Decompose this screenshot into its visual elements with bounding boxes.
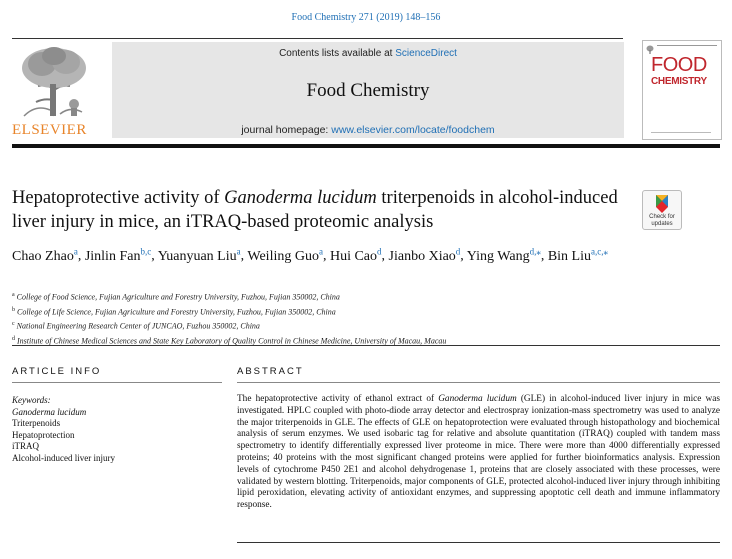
contents-available-line	[112, 48, 624, 59]
affiliation-list	[12, 289, 632, 348]
author-name[interactable]: Bin Liu$^{a,c,⁎}$	[547, 246, 608, 264]
affiliation-item: $^c$ National Engineering Research Center of JUNCAO, Fuzhou 350002, China	[12, 321, 260, 331]
journal-name: Food Chemistry	[306, 80, 430, 101]
check-for-updates-button[interactable]	[642, 190, 682, 230]
keyword-item: iTRAQ	[12, 441, 39, 451]
journal-masthead	[112, 42, 624, 138]
keyword-item: Ganoderma lucidum	[12, 406, 87, 417]
author-name[interactable]: Jinlin Fan$^{b,c}$	[84, 246, 152, 264]
cover-title-food: FOOD	[651, 54, 707, 76]
journal-homepage-link[interactable]: www.elsevier.com/locate/foodchem	[331, 124, 495, 136]
elsevier-tree-icon	[16, 44, 92, 118]
author-list: Chao Zhao$^a$, Jinlin Fan$^{b,c}$, Yuanyuan Liu$^a$, Weiling Guo$^a$, Hui Cao$^d$, Jianbo Xiao$^d$, Ying Wang$^{d,⁎}$, Bin Liu$^{a,c,⁎}$	[12, 246, 608, 264]
journal-homepage-line	[112, 124, 624, 136]
header-top-rule	[12, 38, 623, 39]
keywords-label: Keywords:	[12, 395, 51, 405]
author-name[interactable]: Chao Zhao$^a$	[12, 246, 78, 264]
title-text-end: triterpenoids in alcohol-induced liver injury in mice, an iTRAQ-based proteomic analysis	[12, 188, 618, 232]
cover-bottom-rule	[651, 132, 711, 133]
abstract-rule	[237, 382, 720, 383]
affiliation-marker[interactable]: b,c	[140, 246, 152, 256]
keyword-item: Triterpenoids	[12, 418, 61, 428]
affiliation-item: $^a$ College of Food Science, Fujian Agriculture and Forestry University, Fuzhou, Fujian 350002, China	[12, 292, 340, 302]
sciencedirect-link[interactable]: ScienceDirect	[395, 48, 457, 59]
title-species-name: Ganoderma lucidum	[224, 188, 377, 208]
cover-elsevier-icon	[646, 45, 654, 54]
author-name[interactable]: Yuanyuan Liu$^a$	[157, 246, 241, 264]
journal-citation[interactable]: Food Chemistry 271 (2019) 148–156	[291, 12, 441, 23]
keyword-item: Alcohol-induced liver injury	[12, 452, 115, 463]
author-name[interactable]: Weiling Guo$^a$	[247, 246, 323, 264]
homepage-prefix: journal homepage:	[241, 124, 332, 136]
affiliation-marker[interactable]: a	[318, 246, 323, 256]
keywords-panel	[12, 395, 222, 464]
abstract-heading: ABSTRACT	[237, 366, 304, 377]
abstract-species-name: Ganoderma lucidum	[438, 394, 517, 404]
affiliation-marker[interactable]: a	[73, 246, 78, 256]
author-name[interactable]: Hui Cao$^d$	[329, 246, 382, 264]
affiliation-marker[interactable]: a,c,⁎	[590, 246, 608, 256]
keyword-item: Hepatoprotection	[12, 429, 75, 440]
journal-cover-thumbnail[interactable]	[642, 40, 722, 140]
header-thick-rule	[12, 144, 720, 148]
article-info-rule	[12, 382, 222, 383]
cover-top-rule	[657, 45, 717, 46]
affiliation-marker[interactable]: d,⁎	[529, 246, 541, 256]
cover-title-chemistry: CHEMISTRY	[651, 76, 707, 87]
affiliation-marker[interactable]: d	[455, 246, 461, 256]
article-title	[12, 186, 622, 234]
affiliation-item: $^d$ Institute of Chinese Medical Sciences and State Key Laboratory of Quality Control in Chinese Medicine, University of Macau, Macau	[12, 335, 447, 346]
affiliation-marker[interactable]: d	[377, 246, 382, 256]
elsevier-wordmark: ELSEVIER	[12, 122, 87, 138]
author-name[interactable]: Jianbo Xiao$^d$	[388, 246, 461, 264]
abstract-bottom-rule	[237, 542, 720, 543]
title-text-start: Hepatoprotective activity of	[12, 188, 225, 208]
article-info-heading: ARTICLE INFO	[12, 366, 102, 377]
check-for-updates-label: Check for updates	[649, 214, 675, 227]
elsevier-logo[interactable]	[12, 42, 108, 140]
affiliation-marker[interactable]: a	[236, 246, 241, 256]
contents-prefix: Contents lists available at	[279, 48, 396, 59]
section-divider	[12, 345, 720, 346]
abstract-text: The hepatoprotective activity of ethanol extract of Ganoderma lucidum (GLE) in alcohol-induced liver injury in mice was investigated. HPLC coupled with photo-diode array detector and electrospray ionization-mass spectrometry was used to analyze the major triterpenoids in GLE. The effects of GLE on hepatoprotection were evaluated through histopathology and biochemical analysis of serum enzymes. We used isobaric tag for relative and absolute quantitation (iTRAQ) coupled with tandem mass spectrometry to identify differentially expressed liver proteome in mice. There were more than 4000 differentially expressed proteins; 40 proteins with the most significant changed proteins were applied for further bioinformatics analysis. Expression levels of cytochrome P450 2E1 and alcohol dehydrogenase 1, proteins that are closely associated with these processes, were validated by western blotting. Triterpenoids, major components of GLE, protected alcohol-induced liver injury through inhibiting lipid peroxidation, elevating activity of antioxidant enzymes, and suppressing apoptotic cell death and immune inflammatory response.	[237, 394, 720, 511]
author-name[interactable]: Ying Wang$^{d,⁎}$	[466, 246, 541, 264]
affiliation-item: $^b$ College of Life Science, Fujian Agriculture and Forestry University, Fuzhou, Fujian 350002, China	[12, 306, 336, 317]
